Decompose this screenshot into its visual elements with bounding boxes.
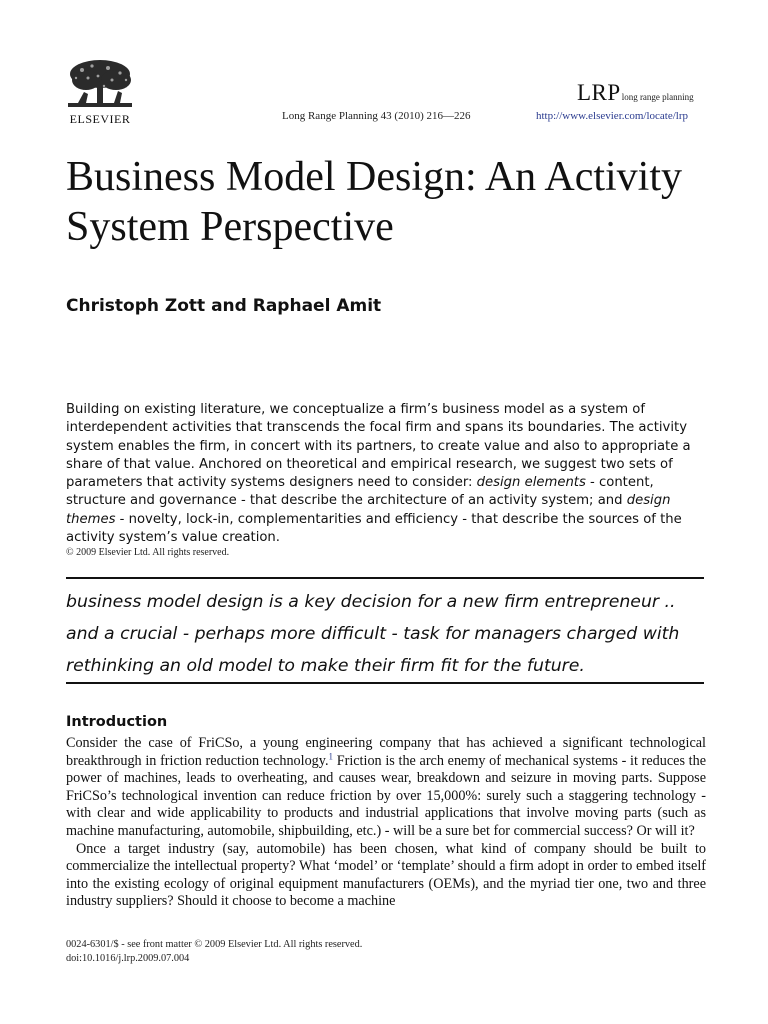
pullquote-bottom-rule — [66, 682, 704, 684]
journal-abbreviation: LRP — [577, 80, 621, 105]
paragraph-1-text-b: Friction is the arch enemy of mechanical systems - it reduces the power of machines, leads to overheating, and causes wear, breakdown and seizure in moving parts. Suppose FriCSo’s technological invention can reduce friction by over 15,000%: surely such a staggering technology - with clear and wide applicability to products and industrial applications that involve moving parts (such as machine manufacturing, automobile, shipbuilding, etc.) - will be a sure bet for commercial success? Or will it? — [66, 752, 706, 839]
article-title: Business Model Design: An Activity System Perspective — [66, 154, 683, 250]
abstract-copyright: © 2009 Elsevier Ltd. All rights reserved. — [66, 547, 230, 558]
article-authors: Christoph Zott and Raphael Amit — [66, 296, 382, 316]
journal-masthead — [577, 80, 694, 106]
elsevier-logo — [64, 58, 136, 127]
footer-doi: doi:10.1016/j.lrp.2009.07.004 — [66, 953, 190, 964]
section-heading-introduction: Introduction — [66, 714, 168, 730]
publisher-name: ELSEVIER — [69, 112, 131, 126]
pullquote-top-rule — [66, 577, 704, 579]
journal-full-name: long range planning — [621, 92, 694, 102]
abstract-emphasis-design-themes: design themes — [66, 493, 671, 527]
page-footer — [66, 938, 362, 966]
abstract-emphasis-design-elements: design elements — [476, 475, 586, 491]
abstract — [66, 401, 706, 547]
paragraph-1-text-a: Consider the case of FriCSo, a young engineering company that has achieved a significant technological breakthrough in friction reduction technology. — [66, 735, 706, 769]
footer-front-matter: 0024-6301/$ - see front matter © 2009 Elsevier Ltd. All rights reserved. — [66, 939, 363, 950]
pullquote: business model design is a key decision for a new firm entrepreneur .. and a crucial - perhaps more difficult - task for managers charged with rethinking an old model to make their firm fit for the future. — [66, 592, 680, 676]
abstract-text-3: - novelty, lock-in, complementarities and efficiency - that describe the sources of the activity system’s value creation. — [66, 511, 682, 546]
abstract-text-1: Building on existing literature, we conceptualize a firm’s business model as a system of interdependent activities that transcends the focal firm and spans its boundaries. The activity system enables the firm, in concert with its partners, to create value and also to appropriate a share of that value. Anchored on theoretical and empirical research, we suggest two sets of parameters that activity systems designers need to consider: — [66, 402, 691, 491]
introduction-paragraph-2: Once a target industry (say, automobile) has been chosen, what kind of company should be built to commercialize the intellectual property? What ‘model’ or ‘template’ should a firm adopt in order to embed itself into the existing ecology of original equipment manufacturers (OEMs), and the myriad tier one, two and three industry suppliers? Should it choose to become a machine — [66, 840, 706, 910]
elsevier-tree-icon — [64, 58, 136, 110]
introduction-body — [66, 735, 706, 911]
journal-url-link[interactable]: http://www.elsevier.com/locate/lrp — [536, 110, 689, 122]
abstract-text-2: - content, structure and governance - that describe the architecture of an activity system; and — [66, 475, 654, 509]
introduction-paragraph-1 — [66, 735, 706, 841]
footnote-reference-link[interactable]: 1 — [328, 750, 333, 761]
journal-reference: Long Range Planning 43 (2010) 216—226 — [282, 110, 471, 122]
